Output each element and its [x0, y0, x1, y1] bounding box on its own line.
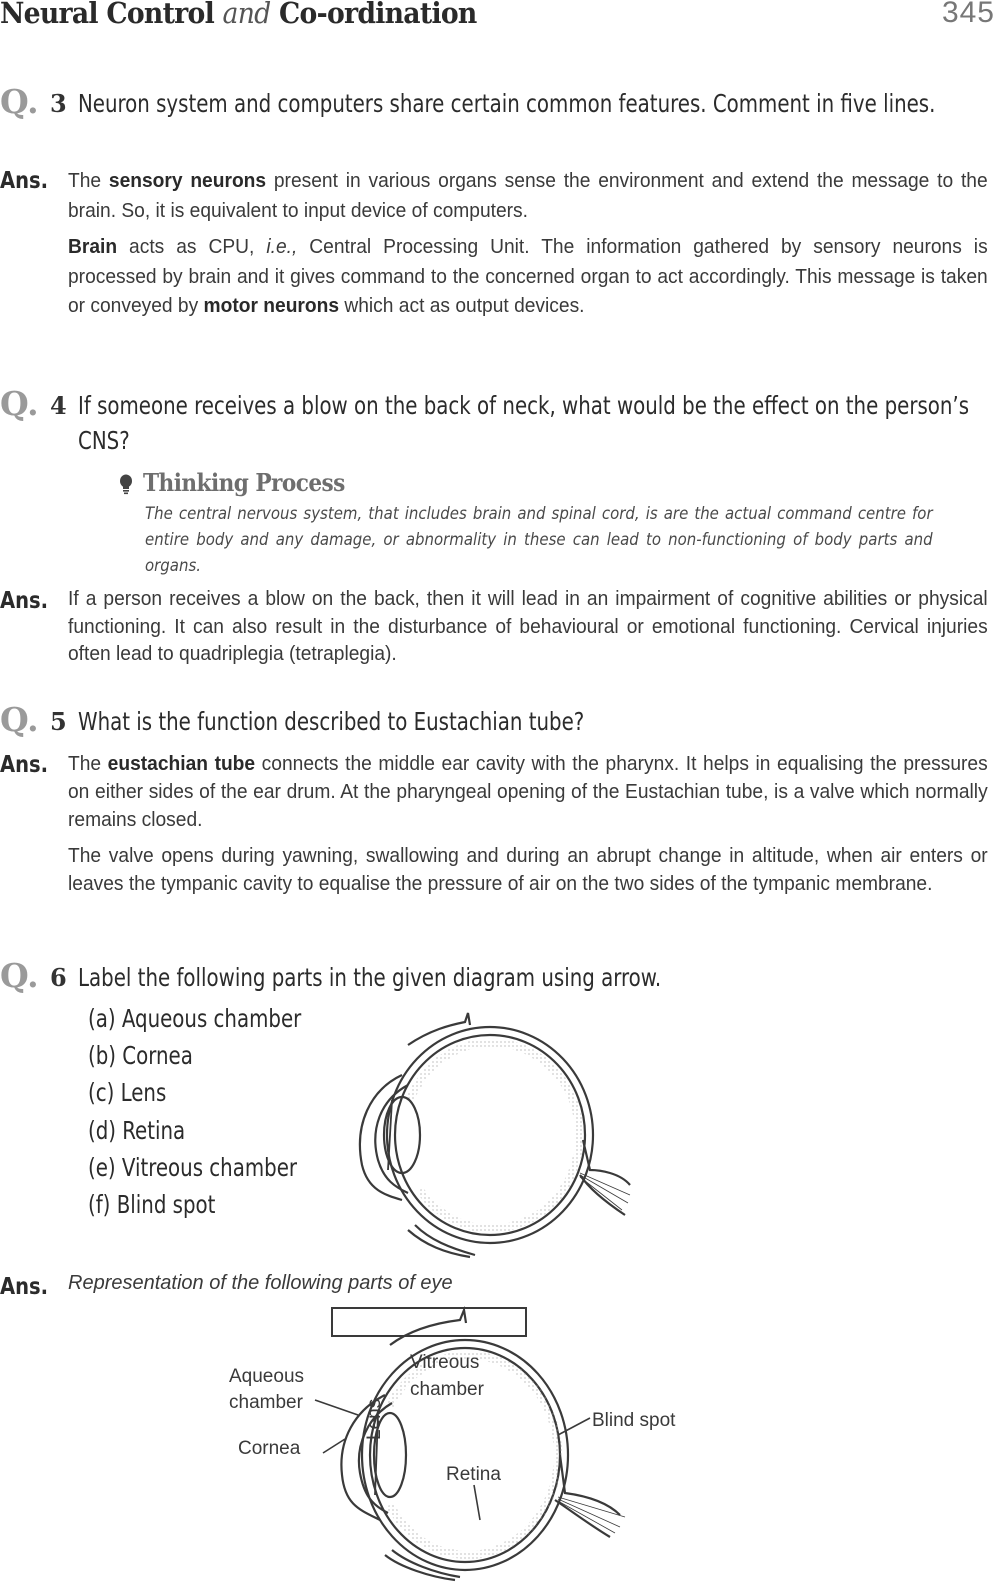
option-list — [88, 1000, 301, 1223]
option-item: (a) Aqueous chamber — [88, 1004, 302, 1033]
text-segment: The valve opens during yawning, swallowing and during an abrupt change in altitude, when air enters or leaves the tympanic cavity to equalise the pressure of air on the two sides of the tympanic membrane. — [68, 845, 988, 895]
bold-term: eustachian tube — [107, 753, 256, 775]
option-item: (c) Lens — [88, 1078, 167, 1108]
question-text: Neuron system and computers share certain common features. Comment in five lines. — [78, 89, 936, 118]
question-text: What is the function described to Eustachian tube? — [78, 707, 585, 736]
question-number: 3 — [50, 89, 67, 118]
bold-term: Brain — [68, 236, 118, 258]
thinking-process-title: Thinking Process — [143, 468, 345, 497]
text-segment: If a person receives a blow on the back, then it will lead in an impairment of cognitive abilities or physical functioning. It can also result in the disturbance of behavioural or emotional functioning. Cervical injuries often lead to quadriplegia (tetraplegia). — [68, 588, 988, 665]
question-5 — [0, 700, 990, 740]
text-segment: i.e., — [266, 236, 298, 258]
question-number: 4 — [50, 391, 67, 420]
question-number: 6 — [50, 963, 67, 992]
label-vitreous-chamber — [410, 1349, 484, 1403]
answer-paragraph — [68, 233, 988, 322]
text-segment: acts as CPU, — [117, 236, 267, 258]
answer-label: Ans. — [0, 168, 49, 194]
chapter-title — [0, 0, 477, 30]
option-item: (e) Vitreous chamber — [88, 1152, 298, 1182]
label-cornea: Cornea — [238, 1438, 301, 1459]
label-retina: Retina — [446, 1464, 501, 1485]
option-item: (b) Cornea — [88, 1041, 193, 1071]
lightbulb-icon — [118, 474, 134, 501]
question-text: If someone receives a blow on the back of neck, what would be the effect on the person’s CNS? — [78, 391, 970, 455]
chapter-title-part2: Co-ordination — [270, 0, 477, 30]
chapter-title-part1: Neural Control — [0, 0, 223, 30]
eye-diagram-unlabeled — [340, 1005, 640, 1265]
label-vitreous-line1: Vitreous — [410, 1352, 480, 1373]
page-number: 345 — [941, 0, 995, 29]
question-number: 5 — [50, 707, 67, 736]
answer-paragraph — [68, 586, 988, 669]
question-4 — [0, 384, 990, 460]
label-vitreous-line2: chamber — [410, 1379, 484, 1400]
answer-paragraph — [68, 167, 988, 226]
label-aqueous-line1: Aqueous — [229, 1366, 305, 1387]
question-mark-icon: Q. — [0, 82, 39, 121]
question-3 — [0, 82, 990, 158]
thinking-process-text: The central nervous system, that includes brain and spinal cord, is are the actual command centre for entire body and any damage, or abnormality in these can lead to non-functioning of body parts and organs. — [145, 504, 933, 576]
bold-term: sensory neurons — [108, 170, 267, 192]
text-segment: The — [68, 170, 109, 192]
option-item: (d) Retina — [88, 1115, 186, 1145]
question-mark-icon: Q. — [0, 700, 39, 739]
label-lens: Lens — [364, 1398, 385, 1440]
text-segment: present in various organs sense the environment and extend the message to the brain. So, it is equivalent to input device of computers. — [68, 170, 988, 222]
text-segment: The — [68, 753, 108, 775]
question-6 — [0, 956, 990, 996]
text-segment: Central Processing Unit. The information gathered by sensory neurons is processed by brain and it gives command to the concerned organ to act accordingly. This message is taken or conveyed by — [68, 236, 988, 317]
question-text: Label the following parts in the given diagram using arrow. — [78, 963, 662, 992]
answer-paragraph — [68, 842, 988, 898]
label-blind-spot: Blind spot — [592, 1410, 676, 1431]
label-aqueous-chamber — [229, 1364, 304, 1416]
bold-term: motor neurons — [203, 295, 340, 317]
question-mark-icon: Q. — [0, 956, 39, 995]
answer-caption: Representation of the following parts of eye — [68, 1272, 453, 1294]
answer-paragraph — [68, 750, 988, 834]
option-item: (f) Blind spot — [88, 1190, 216, 1220]
answer-label: Ans. — [0, 1274, 49, 1300]
answer-label: Ans. — [0, 588, 49, 614]
chapter-title-connector: and — [222, 0, 271, 30]
text-segment: connects the middle ear cavity with the pharynx. It helps in equalising the pressures on either sides of the ear drum. At the pharyngeal opening of the Eustachian tube, is a valve which normally remains closed. — [68, 753, 988, 831]
answer-label: Ans. — [0, 752, 49, 778]
text-segment: which act as output devices. — [339, 295, 585, 317]
question-mark-icon: Q. — [0, 384, 39, 423]
label-aqueous-line2: chamber — [229, 1392, 303, 1413]
